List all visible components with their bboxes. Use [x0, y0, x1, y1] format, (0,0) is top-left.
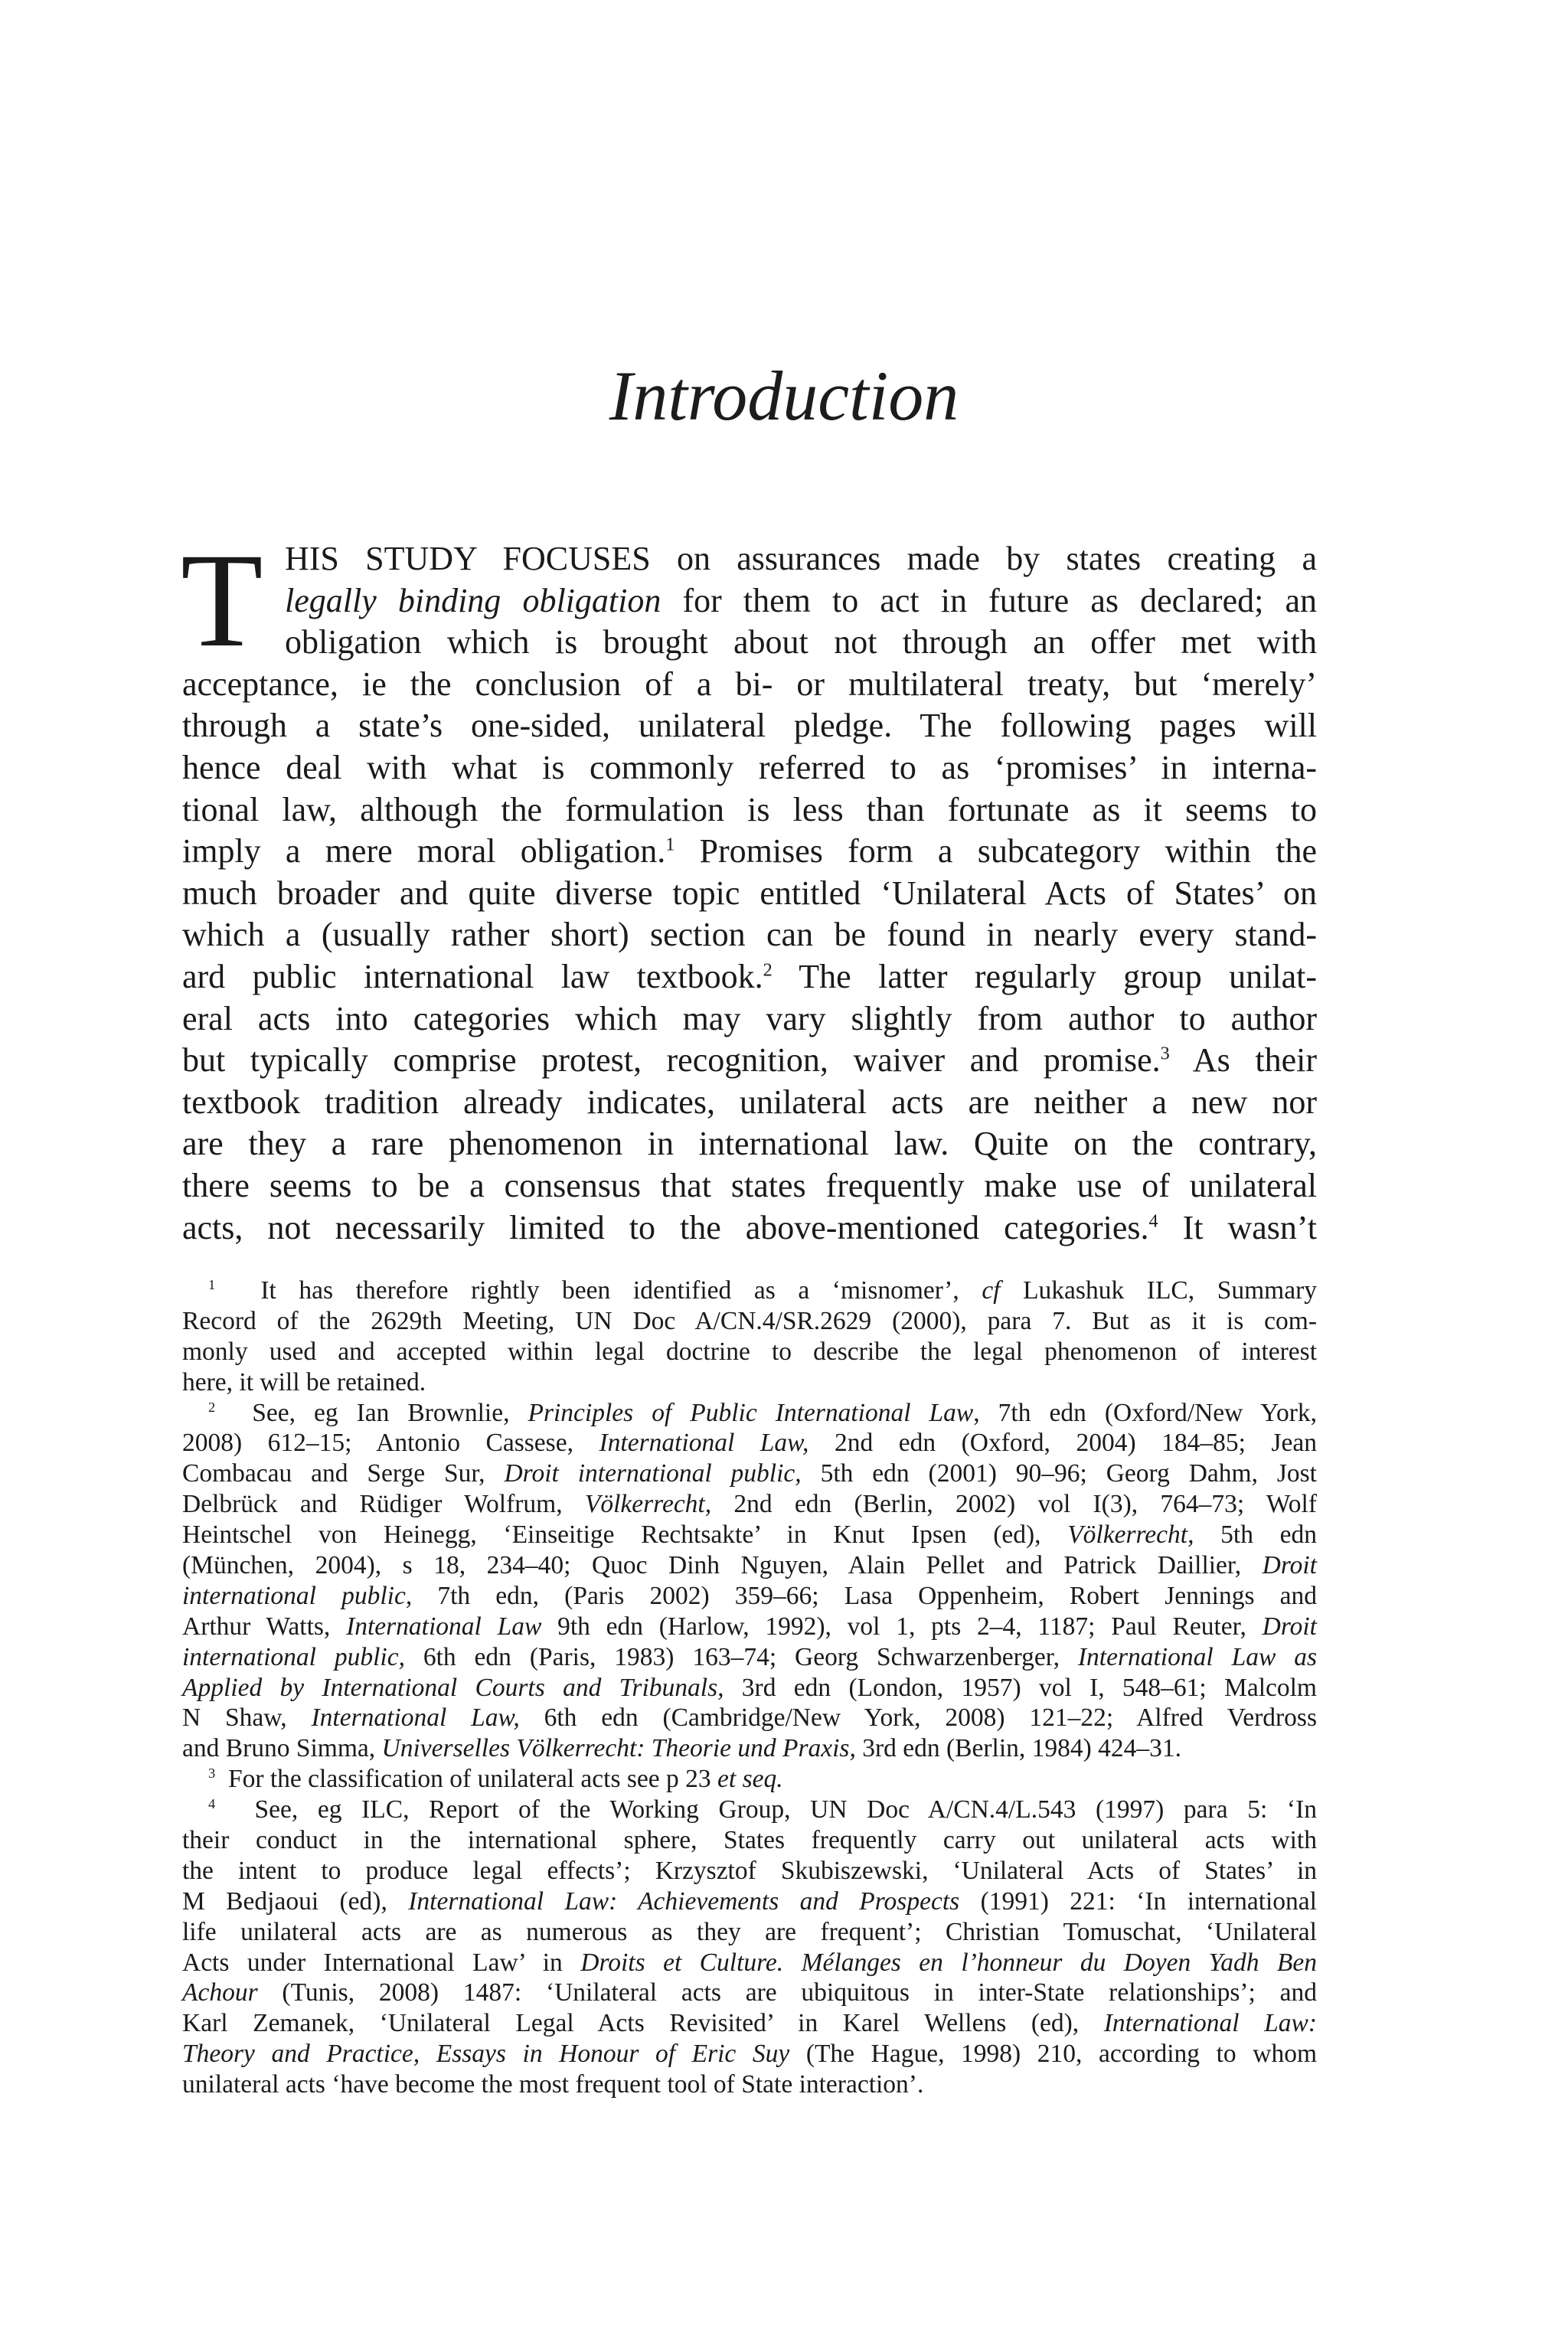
footnote-2-line: Heintschel von Heinegg, ‘Einseitige Rechtsakte’ in Knut Ipsen (ed), Völkerrecht, 5th edn [182, 1521, 1317, 1550]
body-line: obligation which is brought about not through an offer met with [285, 623, 1317, 661]
footnote-2-line: $^2$ See, eg Ian Brownlie, Principles of Public International Law, 7th edn (Oxford/New York, [208, 1398, 1317, 1427]
page-title: Introduction [609, 357, 959, 435]
footnote-4-line: Achour (Tunis, 2008) 1487: ‘Unilateral acts are ubiquitous in inter-State relationships’; and [182, 1978, 1317, 2007]
footnote-2-line: and Bruno Simma, Universelles Völkerrecht: Theorie und Praxis, 3rd edn (Berlin, 1984) 424–31. [182, 1734, 1182, 1763]
footnote-2-line: N Shaw, International Law, 6th edn (Cambridge/New York, 2008) 121–22; Alfred Verdross [182, 1703, 1318, 1733]
footnote-3-line: $^3$ For the classification of unilateral acts see p 23 et seq. [208, 1765, 783, 1794]
body-line: legally binding obligation for them to act in future as declared; an [285, 581, 1317, 619]
footnote-1-line: Record of the 2629th Meeting, UN Doc A/CN.4/SR.2629 (2000), para 7. But as it is com- [182, 1306, 1317, 1335]
footnote-2-line: (München, 2004), s 18, 234–40; Quoc Dinh Nguyen, Alain Pellet and Patrick Daillier, Droit [182, 1551, 1317, 1580]
body-line: imply a mere moral obligation.$^1$ Promises form a subcategory within the [182, 832, 1317, 871]
footnote-1-line: monly used and accepted within legal doctrine to describe the legal phenomenon of interest [182, 1337, 1317, 1366]
drop-cap: T [181, 526, 263, 675]
footnote-2-line: international public, 7th edn, (Paris 2002) 359–66; Lasa Oppenheim, Robert Jennings and [182, 1581, 1317, 1610]
body-paragraph [181, 526, 1317, 1249]
footnote-4-line: M Bedjaoui (ed), International Law: Achievements and Prospects (1991) 221: ‘In international [182, 1886, 1317, 1916]
body-line: much broader and quite diverse topic entitled ‘Unilateral Acts of States’ on [182, 874, 1317, 912]
footnote-2-line: Applied by International Courts and Tribunals, 3rd edn (London, 1957) vol I, 548–61; Malcolm [182, 1673, 1317, 1702]
body-line: eral acts into categories which may vary slightly from author to author [182, 999, 1317, 1037]
footnote-4-line: Theory and Practice, Essays in Honour of Eric Suy (The Hague, 1998) 210, according to whom [182, 2040, 1317, 2069]
body-line: acts, not necessarily limited to the above-mentioned categories.$^4$ It wasn’t [182, 1208, 1317, 1246]
footnote-4-line: Karl Zemanek, ‘Unilateral Legal Acts Revisited’ in Karel Wellens (ed), International Law: [182, 2009, 1317, 2038]
body-line: through a state’s one-sided, unilateral pledge. The following pages will [182, 707, 1317, 745]
footnote-4-line: the intent to produce legal effects’; Krzysztof Skubiszewski, ‘Unilateral Acts of States’ in [182, 1856, 1317, 1885]
footnote-2-line: international public, 6th edn (Paris, 1983) 163–74; Georg Schwarzenberger, International Law as [182, 1642, 1317, 1671]
footnote-number: 2 [208, 1399, 216, 1415]
footnote-2-line: Combacau and Serge Sur, Droit international public, 5th edn (2001) 90–96; Georg Dahm, Jost [182, 1459, 1317, 1488]
body-line: which a (usually rather short) section can be found in nearly every stand- [182, 916, 1317, 954]
footnote-4-line: life unilateral acts are as numerous as they are frequent’; Christian Tomuschat, ‘Unilateral [182, 1917, 1317, 1946]
body-line: acceptance, ie the conclusion of a bi- or multilateral treaty, but ‘merely’ [182, 665, 1317, 703]
footnote-4-line: Acts under International Law’ in Droits et Culture. Mélanges en l’honneur du Doyen Yadh Ben [182, 1948, 1317, 1977]
footnote-1-line: here, it will be retained. [182, 1367, 426, 1396]
footnote-1-line: $^1$ It has therefore rightly been identified as a ‘misnomer’, cf Lukashuk ILC, Summary [208, 1276, 1317, 1305]
footnote-4-line: their conduct in the international sphere, States frequently carry out unilateral acts with [182, 1826, 1317, 1855]
body-line: HIS STUDY FOCUSES on assurances made by states creating a [285, 540, 1317, 577]
footnote-2-line: Arthur Watts, International Law 9th edn (Harlow, 1992), vol 1, pts 2–4, 1187; Paul Reuter, Droit [182, 1612, 1317, 1641]
footnote-4-line: unilateral acts ‘have become the most frequent tool of State interaction’. [182, 2070, 924, 2099]
footnote-4-line: $^4$ See, eg ILC, Report of the Working Group, UN Doc A/CN.4/L.543 (1997) para 5: ‘In [208, 1795, 1317, 1824]
body-line: there seems to be a consensus that states frequently make use of unilateral [182, 1166, 1317, 1204]
body-line: tional law, although the formulation is less than fortunate as it seems to [182, 790, 1317, 828]
footnote-number: 4 [208, 1795, 216, 1811]
body-line: but typically comprise protest, recognition, waiver and promise.$^3$ As their [182, 1041, 1317, 1080]
body-line: hence deal with what is commonly referred to as ‘promises’ in interna- [182, 748, 1317, 786]
footnote-number: 3 [208, 1766, 216, 1782]
body-line: are they a rare phenomenon in international law. Quite on the contrary, [182, 1125, 1317, 1163]
footnote-2-line: Delbrück and Rüdiger Wolfrum, Völkerrecht, 2nd edn (Berlin, 2002) vol I(3), 764–73; Wolf [182, 1490, 1317, 1519]
footnote-2-line: 2008) 612–15; Antonio Cassese, International Law, 2nd edn (Oxford, 2004) 184–85; Jean [182, 1429, 1317, 1458]
body-line: textbook tradition already indicates, unilateral acts are neither a new nor [182, 1083, 1317, 1121]
footnotes [182, 1276, 1317, 2100]
body-line: ard public international law textbook.$^2$ The latter regularly group unilat- [182, 957, 1317, 995]
footnote-number: 1 [208, 1276, 216, 1292]
